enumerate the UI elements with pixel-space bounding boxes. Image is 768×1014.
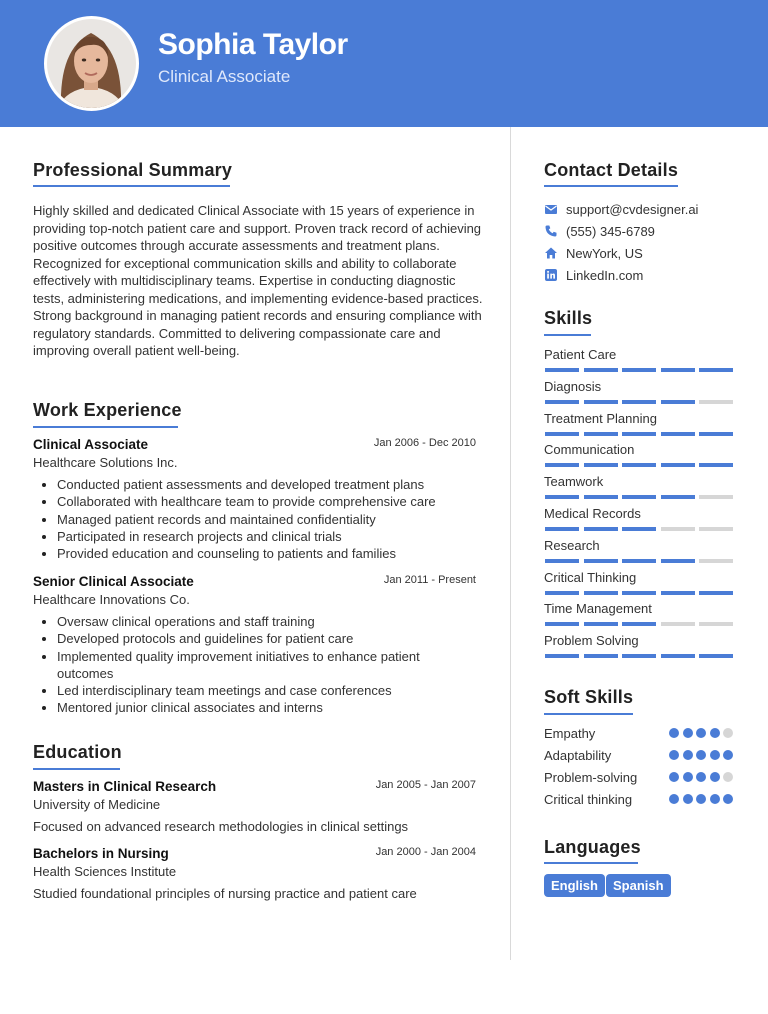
skill-name: Critical Thinking <box>544 570 637 585</box>
skills-underline <box>544 334 591 336</box>
skill-level-bar <box>545 495 733 499</box>
rating-dot-filled <box>669 772 679 782</box>
skill-segment-filled <box>545 495 579 499</box>
bullet-item: Developed protocols and guidelines for patient care <box>57 630 477 647</box>
degree-title: Bachelors in Nursing <box>33 846 169 861</box>
skill-name: Teamwork <box>544 474 604 489</box>
skill-level-bar <box>545 559 733 563</box>
candidate-title: Clinical Associate <box>158 67 291 86</box>
rating-dot-filled <box>669 750 679 760</box>
skill-segment-filled <box>661 559 695 563</box>
contact-email[interactable] <box>544 201 698 217</box>
job-company: Healthcare Innovations Co. <box>33 592 190 607</box>
skill-segment-filled <box>699 654 733 658</box>
skill-level-bar <box>545 463 733 467</box>
skill-level-bar <box>545 400 733 404</box>
skill-name: Medical Records <box>544 506 641 521</box>
skill-name: Time Management <box>544 601 652 616</box>
languages-heading: Languages <box>544 837 641 857</box>
bullet-item: Managed patient records and maintained confidentiality <box>57 511 477 528</box>
rating-dot-empty <box>723 772 733 782</box>
education-description: Focused on advanced research methodologies in clinical settings <box>33 819 409 834</box>
job-title: Clinical Associate <box>33 437 149 452</box>
skill-segment-filled <box>661 463 695 467</box>
skill-segment-filled <box>545 591 579 595</box>
skill-segment-filled <box>622 400 656 404</box>
contact-linkedin[interactable] <box>544 267 643 283</box>
rating-dot-filled <box>710 750 720 760</box>
header-banner <box>0 0 768 127</box>
skill-level-bar <box>545 622 733 626</box>
rating-dot-filled <box>683 772 693 782</box>
skill-segment-empty <box>699 559 733 563</box>
skill-segment-empty <box>699 622 733 626</box>
school-name: Health Sciences Institute <box>33 864 177 879</box>
skill-segment-filled <box>622 527 656 531</box>
skill-segment-filled <box>622 463 656 467</box>
skill-segment-filled <box>584 591 618 595</box>
skill-segment-filled <box>661 368 695 372</box>
bullet-item: Oversaw clinical operations and staff training <box>57 613 477 630</box>
skill-level-bar <box>545 591 733 595</box>
skill-segment-filled <box>622 654 656 658</box>
phone-icon <box>544 224 558 238</box>
bullet-item: Conducted patient assessments and developed treatment plans <box>57 476 477 493</box>
skill-segment-filled <box>584 622 618 626</box>
skill-segment-filled <box>584 400 618 404</box>
skill-segment-filled <box>661 432 695 436</box>
rating-dot-filled <box>696 728 706 738</box>
bullet-item: Implemented quality improvement initiatives to enhance patient outcomes <box>57 648 477 683</box>
bullet-item: Led interdisciplinary team meetings and case conferences <box>57 682 477 699</box>
summary-underline <box>33 185 230 187</box>
degree-title: Masters in Clinical Research <box>33 779 217 794</box>
skill-segment-filled <box>699 432 733 436</box>
skill-segment-filled <box>584 432 618 436</box>
education-description: Studied foundational principles of nursing practice and patient care <box>33 886 417 901</box>
skill-segment-filled <box>584 654 618 658</box>
education-underline <box>33 768 120 770</box>
rating-dot-filled <box>669 728 679 738</box>
skill-segment-filled <box>584 463 618 467</box>
skill-segment-filled <box>661 654 695 658</box>
contact-underline <box>544 185 678 187</box>
soft-skill-name: Adaptability <box>544 748 612 763</box>
rating-dot-filled <box>696 772 706 782</box>
skill-level-bar <box>545 432 733 436</box>
job-bullets <box>57 613 477 717</box>
skill-level-bar <box>545 654 733 658</box>
bullet-item: Participated in research projects and clinical trials <box>57 528 477 545</box>
languages-underline <box>544 862 638 864</box>
rating-dot-filled <box>723 750 733 760</box>
home-icon <box>544 246 558 260</box>
skill-segment-filled <box>545 527 579 531</box>
job-title: Senior Clinical Associate <box>33 574 194 589</box>
skill-segment-filled <box>584 495 618 499</box>
soft-skills-heading: Soft Skills <box>544 687 634 707</box>
skill-segment-filled <box>661 495 695 499</box>
candidate-name: Sophia Taylor <box>158 28 348 61</box>
school-name: University of Medicine <box>33 797 161 812</box>
contact-linkedin-text: LinkedIn.com <box>566 267 644 283</box>
skill-segment-filled <box>622 622 656 626</box>
rating-dot-filled <box>710 794 720 804</box>
education-date: Jan 2005 - Jan 2007 <box>375 779 476 791</box>
skill-segment-filled <box>584 559 618 563</box>
language-badge: Spanish <box>606 874 671 897</box>
skill-segment-filled <box>545 559 579 563</box>
skill-segment-filled <box>661 591 695 595</box>
rating-dot-filled <box>723 794 733 804</box>
skill-segment-filled <box>622 559 656 563</box>
skill-segment-filled <box>661 400 695 404</box>
bullet-item: Provided education and counseling to patients and families <box>57 545 477 562</box>
skill-segment-filled <box>622 591 656 595</box>
skill-segment-filled <box>545 432 579 436</box>
job-company: Healthcare Solutions Inc. <box>33 455 178 470</box>
contact-phone[interactable] <box>544 223 655 239</box>
job-bullets <box>57 476 477 562</box>
rating-dot-filled <box>669 794 679 804</box>
contact-location <box>544 245 643 261</box>
rating-dot-filled <box>710 772 720 782</box>
contact-phone-text: (555) 345-6789 <box>566 223 655 239</box>
skill-segment-filled <box>699 368 733 372</box>
rating-dot-filled <box>683 794 693 804</box>
rating-dot-filled <box>683 728 693 738</box>
job-date: Jan 2006 - Dec 2010 <box>373 437 476 449</box>
skill-segment-filled <box>699 591 733 595</box>
soft-skill-name: Problem-solving <box>544 770 638 785</box>
linkedin-icon <box>544 268 558 282</box>
skill-segment-empty <box>661 622 695 626</box>
skill-name: Patient Care <box>544 347 617 362</box>
skill-segment-filled <box>545 654 579 658</box>
work-underline <box>33 426 178 428</box>
skill-segment-empty <box>699 400 733 404</box>
rating-dot-filled <box>696 750 706 760</box>
skill-segment-filled <box>584 527 618 531</box>
rating-dot-empty <box>723 728 733 738</box>
avatar <box>44 16 139 111</box>
bullet-item: Mentored junior clinical associates and interns <box>57 699 477 716</box>
skill-name: Communication <box>544 442 635 457</box>
skill-name: Diagnosis <box>544 379 602 394</box>
skill-segment-filled <box>622 368 656 372</box>
education-heading: Education <box>33 742 122 762</box>
skill-name: Research <box>544 538 600 553</box>
profile-photo <box>47 19 136 108</box>
skill-segment-filled <box>622 432 656 436</box>
rating-dot-filled <box>696 794 706 804</box>
skill-level-bar <box>545 527 733 531</box>
work-heading: Work Experience <box>33 400 182 420</box>
rating-dot-filled <box>710 728 720 738</box>
contact-email-text: support@cvdesigner.ai <box>566 201 699 217</box>
summary-text: Highly skilled and dedicated Clinical Associate with 15 years of experience in providing top-notch patient care and support. Proven track record of achieving positive outcomes through accurate assessments and treatment plans. Recognized for exceptional communication skills and ability to collaborate effectively with multidisciplinary teams. Expertise in conducting diagnostic tests, administering medications, and implementing evidence-based practices. Strong background in managing patient records and ensuring compliance with regulatory standards. Committed to delivering compassionate care and improving overall patient well-being. <box>33 203 483 358</box>
soft-skill-name: Critical thinking <box>544 792 633 807</box>
email-icon <box>544 202 558 216</box>
skill-name: Treatment Planning <box>544 411 657 426</box>
skill-segment-filled <box>622 495 656 499</box>
summary-heading: Professional Summary <box>33 160 233 180</box>
skill-segment-empty <box>699 495 733 499</box>
skill-segment-empty <box>661 527 695 531</box>
rating-dot-filled <box>683 750 693 760</box>
bullet-item: Collaborated with healthcare team to provide comprehensive care <box>57 493 477 510</box>
soft-skills-underline <box>544 713 633 715</box>
skill-segment-filled <box>545 463 579 467</box>
skill-segment-filled <box>545 368 579 372</box>
job-date: Jan 2011 - Present <box>383 574 476 586</box>
skill-segment-filled <box>545 400 579 404</box>
language-badge: English <box>544 874 605 897</box>
skill-segment-filled <box>584 368 618 372</box>
skill-name: Problem Solving <box>544 633 639 648</box>
contact-location-text: NewYork, US <box>566 245 643 261</box>
skills-heading: Skills <box>544 308 593 328</box>
column-divider <box>510 127 511 960</box>
skill-segment-filled <box>545 622 579 626</box>
soft-skill-name: Empathy <box>544 726 596 741</box>
skill-level-bar <box>545 368 733 372</box>
education-date: Jan 2000 - Jan 2004 <box>375 846 476 858</box>
contact-heading: Contact Details <box>544 160 679 180</box>
skill-segment-filled <box>699 463 733 467</box>
skill-segment-empty <box>699 527 733 531</box>
